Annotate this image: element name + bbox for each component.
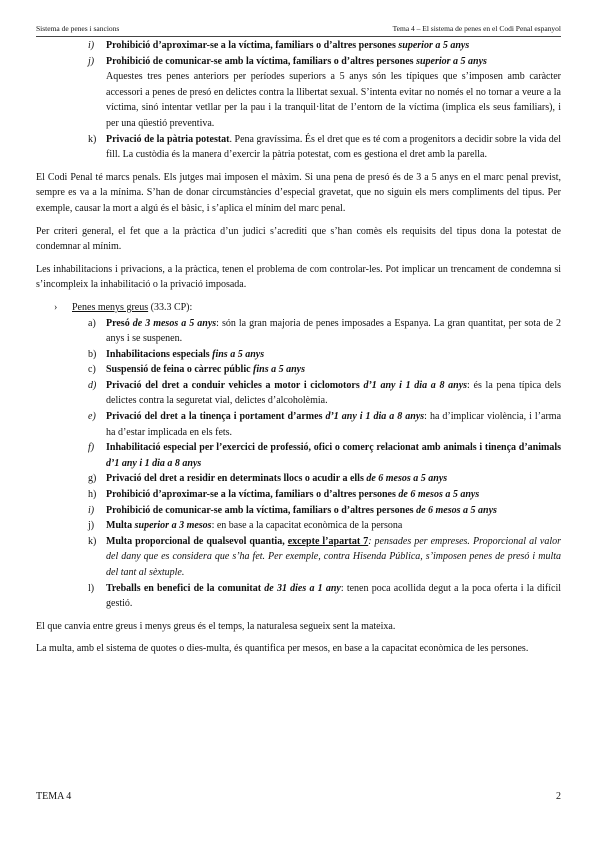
list-item: d) Privació del dret a conduir vehicles a motor i ciclomotors d’1 any i 1 dia a 8 anys: és la pena típica dels delictes contra la seguretat vial, delictes d’alcoholèmia. <box>88 379 562 407</box>
list-item: f) Inhabilitació especial per l’exercici de professió, ofici o comerç relacionat amb animals i tinença d’animals d’1 any i 1 dia a 8 anys <box>88 442 561 469</box>
list-item: j) Multa superior a 3 mesos: en base a la capacitat econòmica de la persona <box>88 520 403 532</box>
header-left: Sistema de penes i sancions <box>36 24 120 33</box>
footer-left: TEMA 4 <box>36 791 72 802</box>
page-body <box>36 38 561 657</box>
paragraph: El que canvia entre greus i menys greus és el temps, la naturalesa segueix sent la mateixa. <box>36 620 396 632</box>
list-item: e) Privació del dret a la tinença i portament d’armes d’1 any i 1 dia a 8 anys: ha d’implicar violència, i l’arma ha d’estar implicada en els fets. <box>88 411 562 438</box>
list-item: i) Prohibició d’aproximar-se a la víctima, familiars o d’altres persones superior a 5 anys <box>88 40 470 51</box>
list-item: k) Multa proporcional de qualsevol quantia, excepte l’apartat 7: pensades per empreses. Proporcional al valor del dany que es considera que s’ha fet. Per exemple, contra Hisenda Pública, s’imposen penes de presó i multa del tant al sèxtuple. <box>88 535 562 578</box>
header-right: Tema 4 – El sistema de penes en el Codi Penal espanyol <box>392 24 561 33</box>
list-item: a) Presó de 3 mesos a 5 anys: són la gran majoria de penes imposades a Espanya. La gran quantitat, per sota de 2 anys i se suspenen. <box>88 317 561 345</box>
list-item: b) Inhabilitacions especials fins a 5 anys <box>88 348 265 360</box>
list-item: j) Prohibició de comunicar-se amb la víctima, familiars o d’altres persones superior a 5 anys Aquestes tres penes anteriors per períodes superiors a 5 anys són les típiques que s’imposen amb caràcter accessori a penes de presó en delictes contra la llibertat sexual. S’intenta evitar no només el no tornar a veure a la víctima, sinó intentar vetllar per la pau i la tranquil·litat de l’entorn de la víctima (implica els seus familiars), i per una qüestió preventiva. <box>88 55 561 129</box>
paragraph: Per criteri general, el fet que a la pràctica d’un judici s’acrediti que s’han comès els requisits del tipus dona la potestat de condemnar al mínim. <box>36 225 561 253</box>
list-item: c) Suspensió de feina o càrrec públic fins a 5 anys <box>88 364 305 376</box>
page-header <box>36 22 561 37</box>
section-heading: › Penes menys greus (33.3 CP): <box>36 300 561 316</box>
list-item: h) Prohibició d’aproximar-se a la víctima, familiars o d’altres persones de 6 mesos a 5 anys <box>88 489 480 501</box>
page-number: 2 <box>556 791 561 802</box>
bullet-icon: › <box>54 301 58 313</box>
paragraph: La multa, amb el sistema de quotes o dies-multa, és quantifica per mesos, en base a la capacitat econòmica de les persones. <box>36 643 529 655</box>
list-item: g) Privació del dret a residir en determinats llocs o acudir a ells de 6 mesos a 5 anys <box>88 473 448 485</box>
list-item: i) Prohibició de comunicar-se amb la víctima, familiars o d’altres persones de 6 mesos a 5 anys <box>88 504 497 516</box>
paragraph: El Codi Penal té marcs penals. Els jutges mai imposen el màxim. Si una pena de presó és de 3 a 5 anys en el marc penal previst, sempre es va a la mínima. S’han de donar circumstàncies d’especial gravetat, que no siguin els mers compliments del tipus. Per exemple, causar la mort a algú és el bàsic, i s’aplica el mínim del marc penal. <box>36 171 561 214</box>
list-item: k) Privació de la pàtria potestat. Pena gravíssima. És el dret que es té com a progenitors a decidir sobre la vida del fill. La custòdia és la manera d’exercir la pàtria potestat, com es gestiona el dret amb la parella. <box>88 133 561 161</box>
list-item: l) Treballs en benefici de la comunitat de 31 dies a 1 any: tenen poca acollida degut a la poca oferta i la difícil gestió. <box>88 582 561 610</box>
paragraph: Les inhabilitacions i privacions, a la pràctica, tenen el problema de com controlar-les. Pot implicar un trencament de condemna si s’incompleix la inhabilitació o la privació imposada. <box>36 263 561 291</box>
